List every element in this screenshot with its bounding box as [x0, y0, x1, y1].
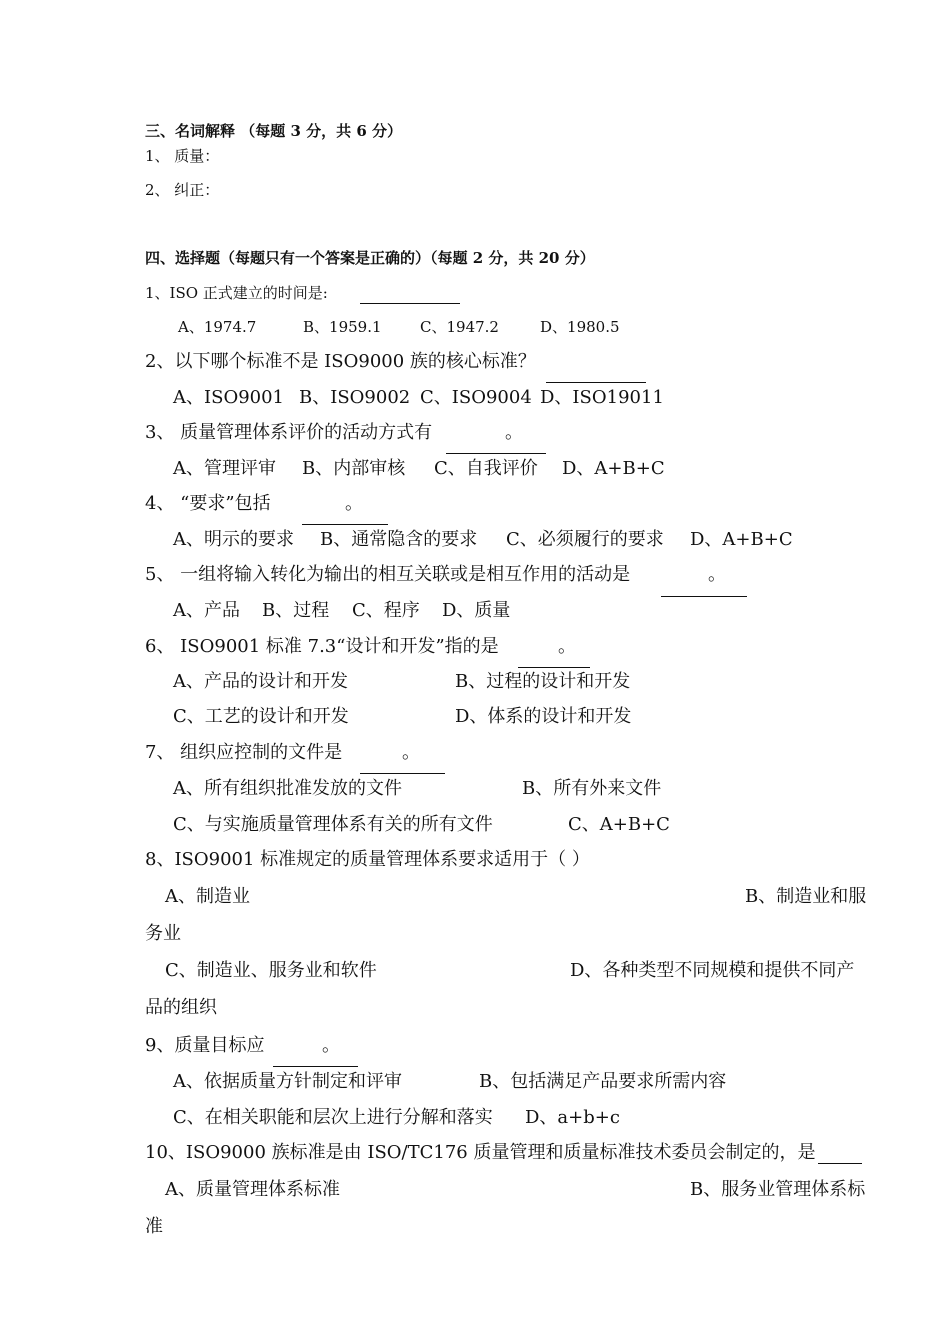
q1-stem: 1、ISO 正式建立的时间是:	[145, 284, 328, 302]
q5-option-c: C、程序	[352, 600, 420, 621]
q1-option-a: A、1974.7	[178, 318, 257, 336]
q4-option-c: C、必须履行的要求	[506, 529, 664, 550]
q9-answer-blank	[273, 1066, 358, 1067]
q3-option-c: C、自我评价	[434, 458, 538, 479]
q9-option-a: A、依据质量方针制定和评审	[173, 1071, 402, 1092]
q8-option-d-wrap: 品的组织	[145, 997, 217, 1018]
q3-stem: 3、 质量管理体系评价的活动方式有	[145, 422, 433, 443]
q10-answer-blank	[818, 1163, 862, 1164]
q6-stem: 6、 ISO9001 标准 7.3“设计和开发”指的是	[145, 636, 499, 657]
q6-answer-blank	[518, 667, 590, 668]
q2-option-b: B、ISO9002	[299, 387, 411, 408]
q2-option-d: D、ISO19011	[540, 387, 664, 408]
q5-option-b: B、过程	[262, 600, 330, 621]
q3-stem-end: 。	[505, 422, 523, 443]
q10-stem: 10、ISO9000 族标准是由 ISO/TC176 质量管理和质量标准技术委员会制定的，是	[145, 1142, 816, 1163]
q7-stem-end: 。	[402, 742, 420, 763]
q8-option-b: B、制造业和服	[745, 886, 867, 907]
q6-option-c: C、工艺的设计和开发	[173, 706, 349, 727]
q6-stem-end: 。	[558, 636, 576, 657]
q1-option-b: B、1959.1	[303, 318, 382, 336]
q7-stem: 7、 组织应控制的文件是	[145, 742, 343, 763]
section3-item-2: 2、 纠正：	[145, 181, 220, 199]
q5-stem-end: 。	[708, 564, 726, 585]
q4-option-b: B、通常隐含的要求	[320, 529, 478, 550]
q9-option-b: B、包括满足产品要求所需内容	[479, 1071, 727, 1092]
q5-option-d: D、质量	[442, 600, 511, 621]
q4-stem: 4、 “要求”包括	[145, 493, 271, 514]
section3-item-1: 1、 质量：	[145, 147, 220, 165]
q2-option-c: C、ISO9004	[420, 387, 532, 408]
q2-option-a: A、ISO9001	[173, 387, 285, 408]
q8-option-d: D、各种类型不同规模和提供不同产	[570, 960, 855, 981]
q2-answer-blank	[546, 382, 646, 383]
q2-stem: 2、以下哪个标准不是 ISO9000 族的核心标准？	[145, 351, 536, 372]
q5-stem: 5、 一组将输入转化为输出的相互关联或是相互作用的活动是	[145, 564, 631, 585]
q6-option-d: D、体系的设计和开发	[455, 706, 632, 727]
q8-option-c: C、制造业、服务业和软件	[165, 960, 377, 981]
q9-stem: 9、质量目标应	[145, 1035, 265, 1056]
q3-option-a: A、管理评审	[173, 458, 276, 479]
q7-answer-blank	[360, 773, 445, 774]
q4-option-a: A、明示的要求	[173, 529, 294, 550]
q3-answer-blank	[446, 453, 546, 454]
q7-option-a: A、所有组织批准发放的文件	[173, 778, 402, 799]
q8-option-b-wrap: 务业	[145, 923, 181, 944]
q1-answer-blank	[360, 303, 460, 304]
q4-stem-end: 。	[345, 493, 363, 514]
q10-option-b: B、服务业管理体系标	[690, 1179, 866, 1200]
q6-option-a: A、产品的设计和开发	[173, 671, 348, 692]
q3-option-b: B、内部审核	[302, 458, 406, 479]
q6-option-b: B、过程的设计和开发	[455, 671, 631, 692]
q1-option-c: C、1947.2	[420, 318, 499, 336]
q4-answer-blank	[302, 524, 388, 525]
q5-option-a: A、产品	[173, 600, 240, 621]
section3-heading: 三、名词解释 （每题 3 分，共 6 分）	[145, 122, 402, 140]
q7-option-d: C、A+B+C	[568, 814, 670, 835]
q3-option-d: D、A+B+C	[562, 458, 665, 479]
q1-option-d: D、1980.5	[540, 318, 620, 336]
q5-answer-blank	[661, 596, 747, 597]
q7-option-c: C、与实施质量管理体系有关的所有文件	[173, 814, 493, 835]
q7-option-b: B、所有外来文件	[522, 778, 662, 799]
q10-option-b-wrap: 准	[145, 1216, 163, 1237]
q8-option-a: A、制造业	[165, 886, 250, 907]
q4-option-d: D、A+B+C	[690, 529, 793, 550]
q10-option-a: A、质量管理体系标准	[165, 1179, 340, 1200]
q9-option-d: D、a+b+c	[525, 1107, 620, 1128]
section4-heading: 四、选择题（每题只有一个答案是正确的）（每题 2 分，共 20 分）	[145, 249, 595, 267]
q9-option-c: C、在相关职能和层次上进行分解和落实	[173, 1107, 493, 1128]
q9-stem-end: 。	[322, 1035, 340, 1056]
q8-stem: 8、ISO9001 标准规定的质量管理体系要求适用于（ ）	[145, 849, 590, 870]
